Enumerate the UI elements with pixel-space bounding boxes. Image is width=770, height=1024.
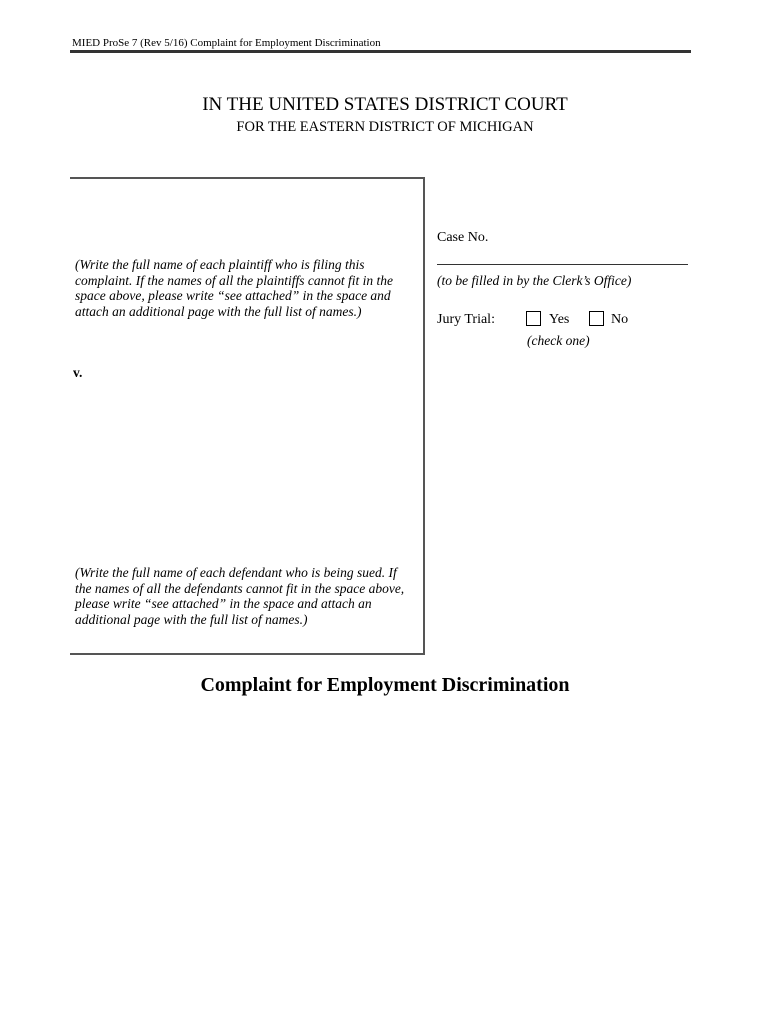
defendant-instruction: (Write the full name of each defendant who is being sued. If the names of all the defendants cannot fit in the space above, please write “see attached” in the space and attach an additional page with the full list of names.) (75, 565, 405, 627)
document-title: Complaint for Employment Discrimination (200, 674, 570, 696)
clerk-note: (to be filled in by the Clerk’s Office) (437, 273, 632, 288)
jury-yes-label: Yes (549, 312, 570, 327)
jury-yes-checkbox[interactable] (526, 311, 541, 326)
versus-label: v. (73, 365, 83, 380)
caption-box-top-border (70, 177, 425, 179)
jury-no-label: No (611, 312, 629, 327)
case-no-line[interactable] (437, 264, 688, 265)
caption-box-right-border (423, 177, 425, 655)
case-no-label: Case No. (437, 230, 489, 245)
form-id-header: MIED ProSe 7 (Rev 5/16) Complaint for Employment Discrimination (72, 37, 381, 49)
court-title: IN THE UNITED STATES DISTRICT COURT (202, 94, 568, 115)
plaintiff-instruction: (Write the full name of each plaintiff who is filing this complaint. If the names of all the plaintiffs cannot fit in the space above, please write “see attached” in the space and attach an additional page with the full list of names.) (75, 257, 393, 319)
header-rule (70, 50, 691, 53)
check-one-note: (check one) (527, 333, 590, 348)
caption-box-bottom-border (70, 653, 425, 655)
jury-trial-label: Jury Trial: (437, 312, 495, 327)
court-district: FOR THE EASTERN DISTRICT OF MICHIGAN (236, 119, 534, 135)
jury-no-checkbox[interactable] (589, 311, 604, 326)
